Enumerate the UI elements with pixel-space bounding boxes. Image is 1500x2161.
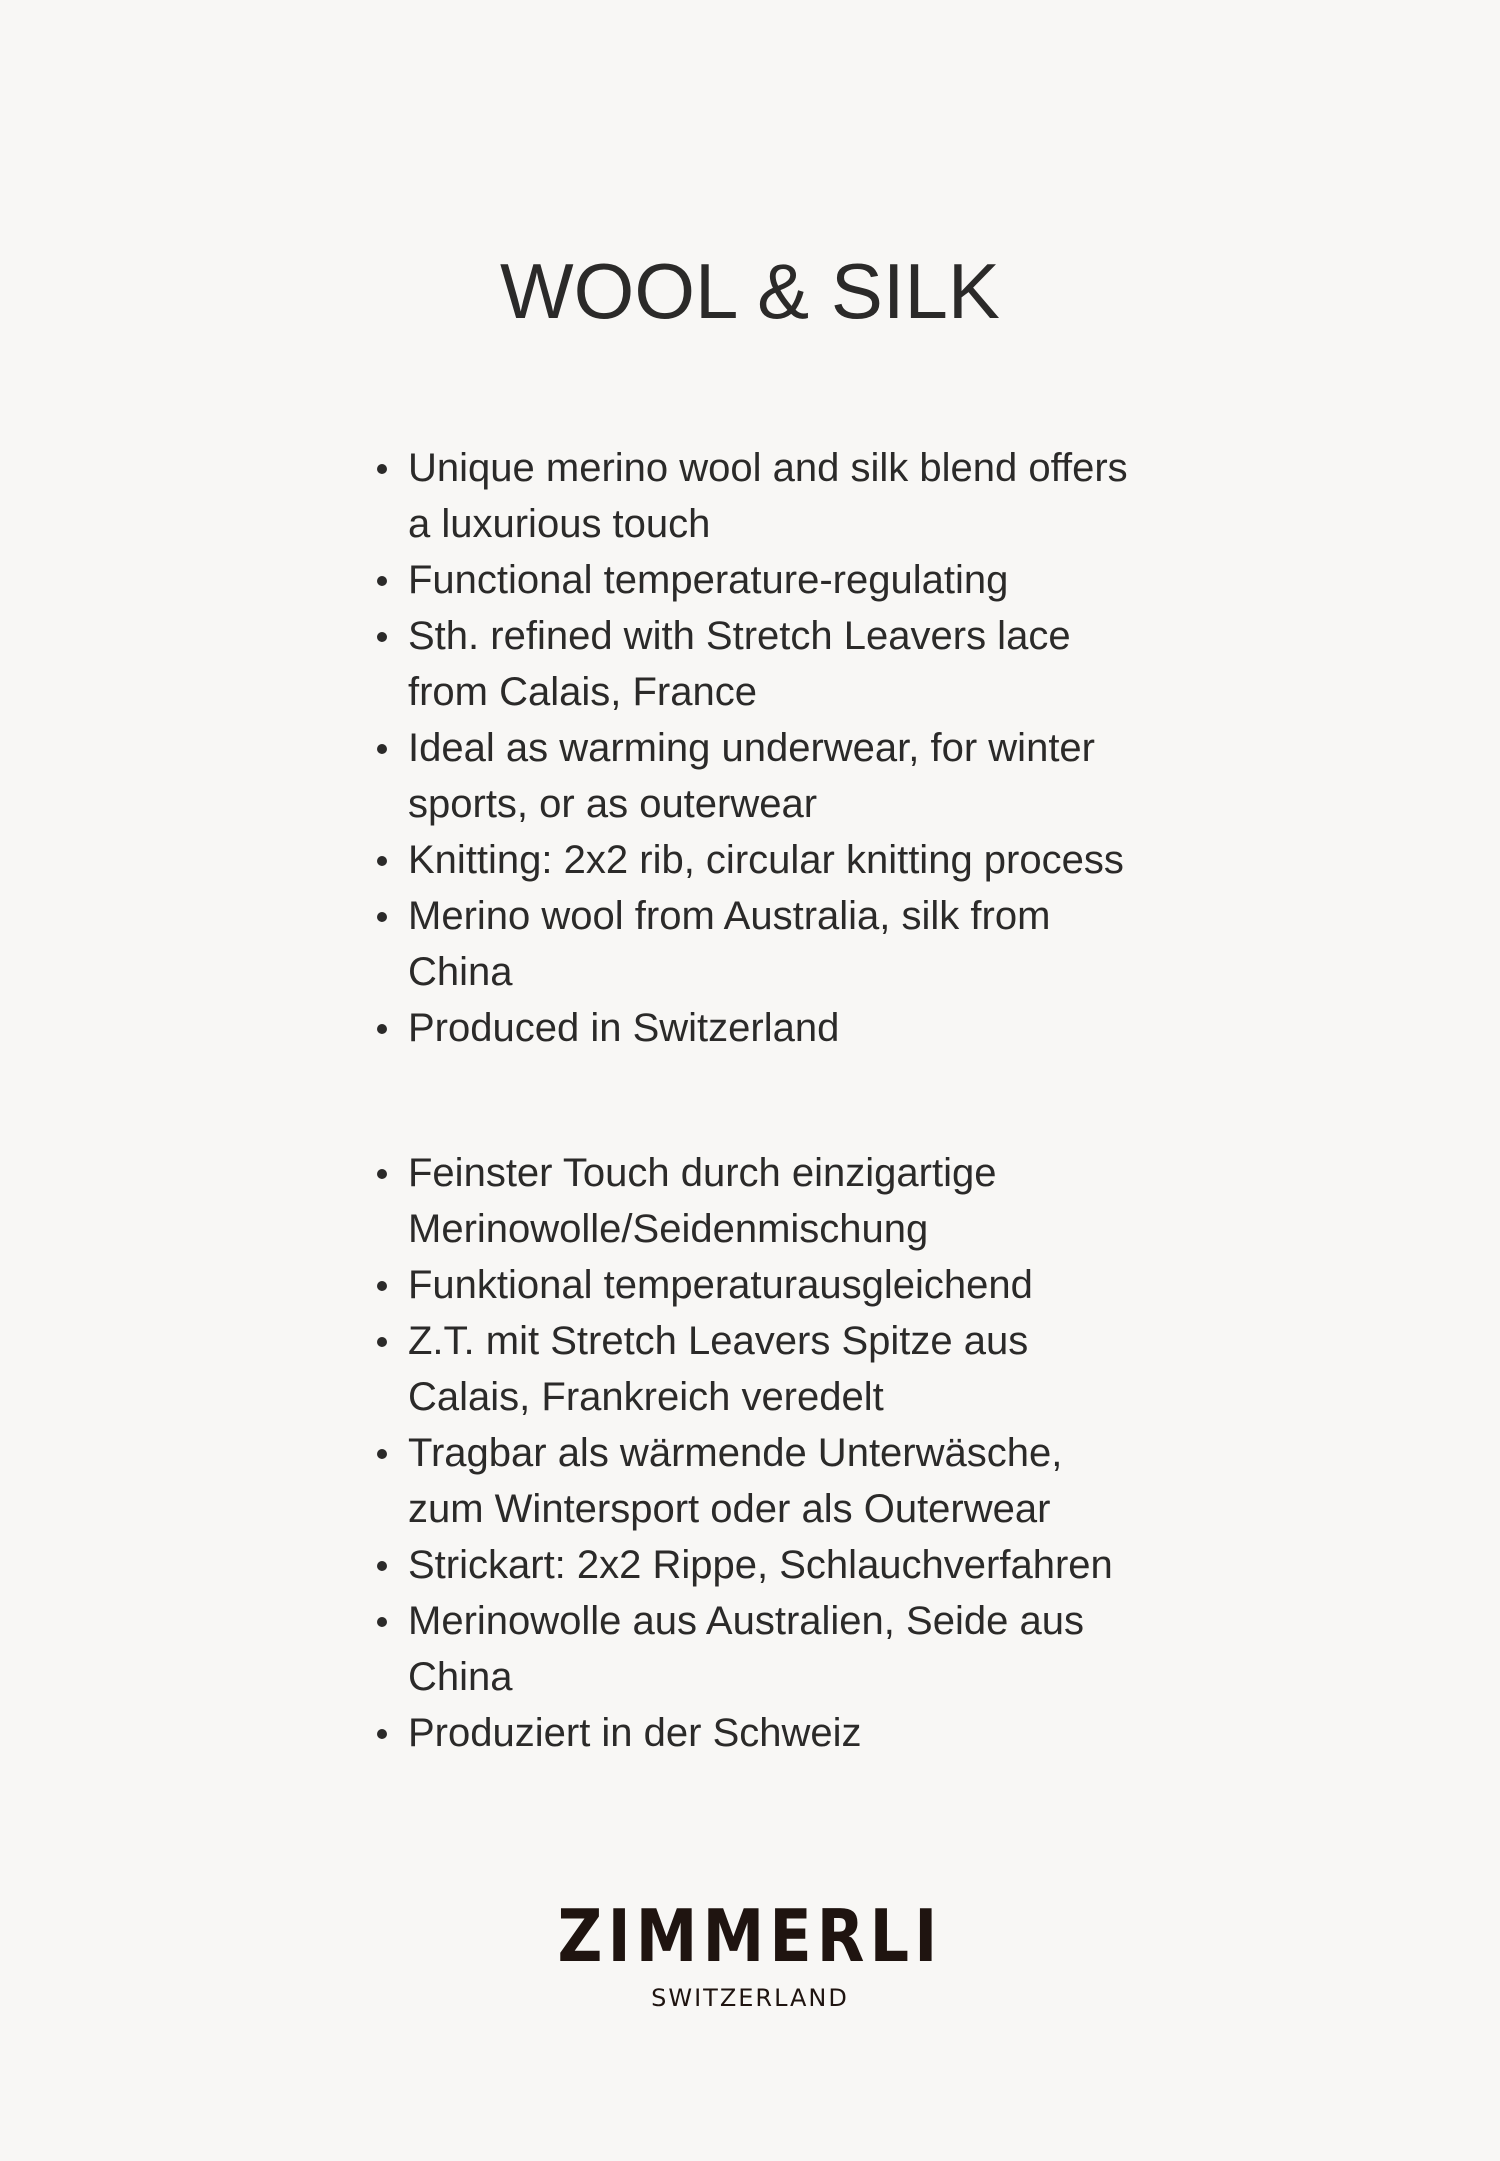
bullet-icon	[377, 632, 387, 642]
bullet-icon	[377, 464, 387, 474]
list-item	[408, 1705, 1168, 1761]
feature-list-english	[408, 440, 1168, 1056]
bullet-icon	[377, 1617, 387, 1627]
list-item-text: Feinster Touch durch einzigartige Merinowolle/Seidenmischung	[408, 1151, 997, 1251]
list-item-text: Tragbar als wärmende Unterwäsche, zum Wintersport oder als Outerwear	[408, 1431, 1063, 1531]
brand-logo	[0, 1894, 1500, 2012]
bullet-icon	[377, 1281, 387, 1291]
list-item	[408, 1313, 1168, 1425]
brand-tagline: SWITZERLAND	[651, 1984, 849, 2012]
list-item	[408, 1537, 1168, 1593]
list-item	[408, 1000, 1168, 1056]
list-item	[408, 832, 1168, 888]
list-item	[408, 440, 1168, 552]
list-item	[408, 1257, 1168, 1313]
list-item-text: Sth. refined with Stretch Leavers lace from Calais, France	[408, 614, 1071, 714]
bullet-icon	[377, 1449, 387, 1459]
bullet-icon	[377, 744, 387, 754]
bullet-icon	[377, 1169, 387, 1179]
list-item	[408, 1593, 1168, 1705]
bullet-icon	[377, 1561, 387, 1571]
list-item-text: Z.T. mit Stretch Leavers Spitze aus Calais, Frankreich veredelt	[408, 1319, 1029, 1419]
list-item-text: Knitting: 2x2 rib, circular knitting process	[408, 838, 1124, 882]
list-item-text: Produziert in der Schweiz	[408, 1711, 862, 1755]
list-item-text: Funktional temperaturausgleichend	[408, 1263, 1033, 1307]
list-item-text: Produced in Switzerland	[408, 1006, 840, 1050]
page-title: WOOL & SILK	[500, 247, 1000, 335]
feature-list-german	[408, 1145, 1168, 1761]
bullet-icon	[377, 576, 387, 586]
bullet-icon	[377, 1337, 387, 1347]
list-item-text: Merinowolle aus Australien, Seide aus China	[408, 1599, 1084, 1699]
list-item-text: Functional temperature-regulating	[408, 558, 1009, 602]
list-item-text: Ideal as warming underwear, for winter sports, or as outerwear	[408, 726, 1095, 826]
list-item	[408, 1425, 1168, 1537]
list-item-text: Strickart: 2x2 Rippe, Schlauchverfahren	[408, 1543, 1113, 1587]
list-item	[408, 888, 1168, 1000]
list-item-text: Unique merino wool and silk blend offers a luxurious touch	[408, 446, 1128, 546]
list-item	[408, 552, 1168, 608]
list-item	[408, 1145, 1168, 1257]
list-item-text: Merino wool from Australia, silk from China	[408, 894, 1051, 994]
list-item	[408, 608, 1168, 720]
bullet-icon	[377, 1024, 387, 1034]
bullet-icon	[377, 1729, 387, 1739]
bullet-icon	[377, 856, 387, 866]
bullet-icon	[377, 912, 387, 922]
brand-name: ZIMMERLI	[557, 1894, 943, 1978]
list-item	[408, 720, 1168, 832]
